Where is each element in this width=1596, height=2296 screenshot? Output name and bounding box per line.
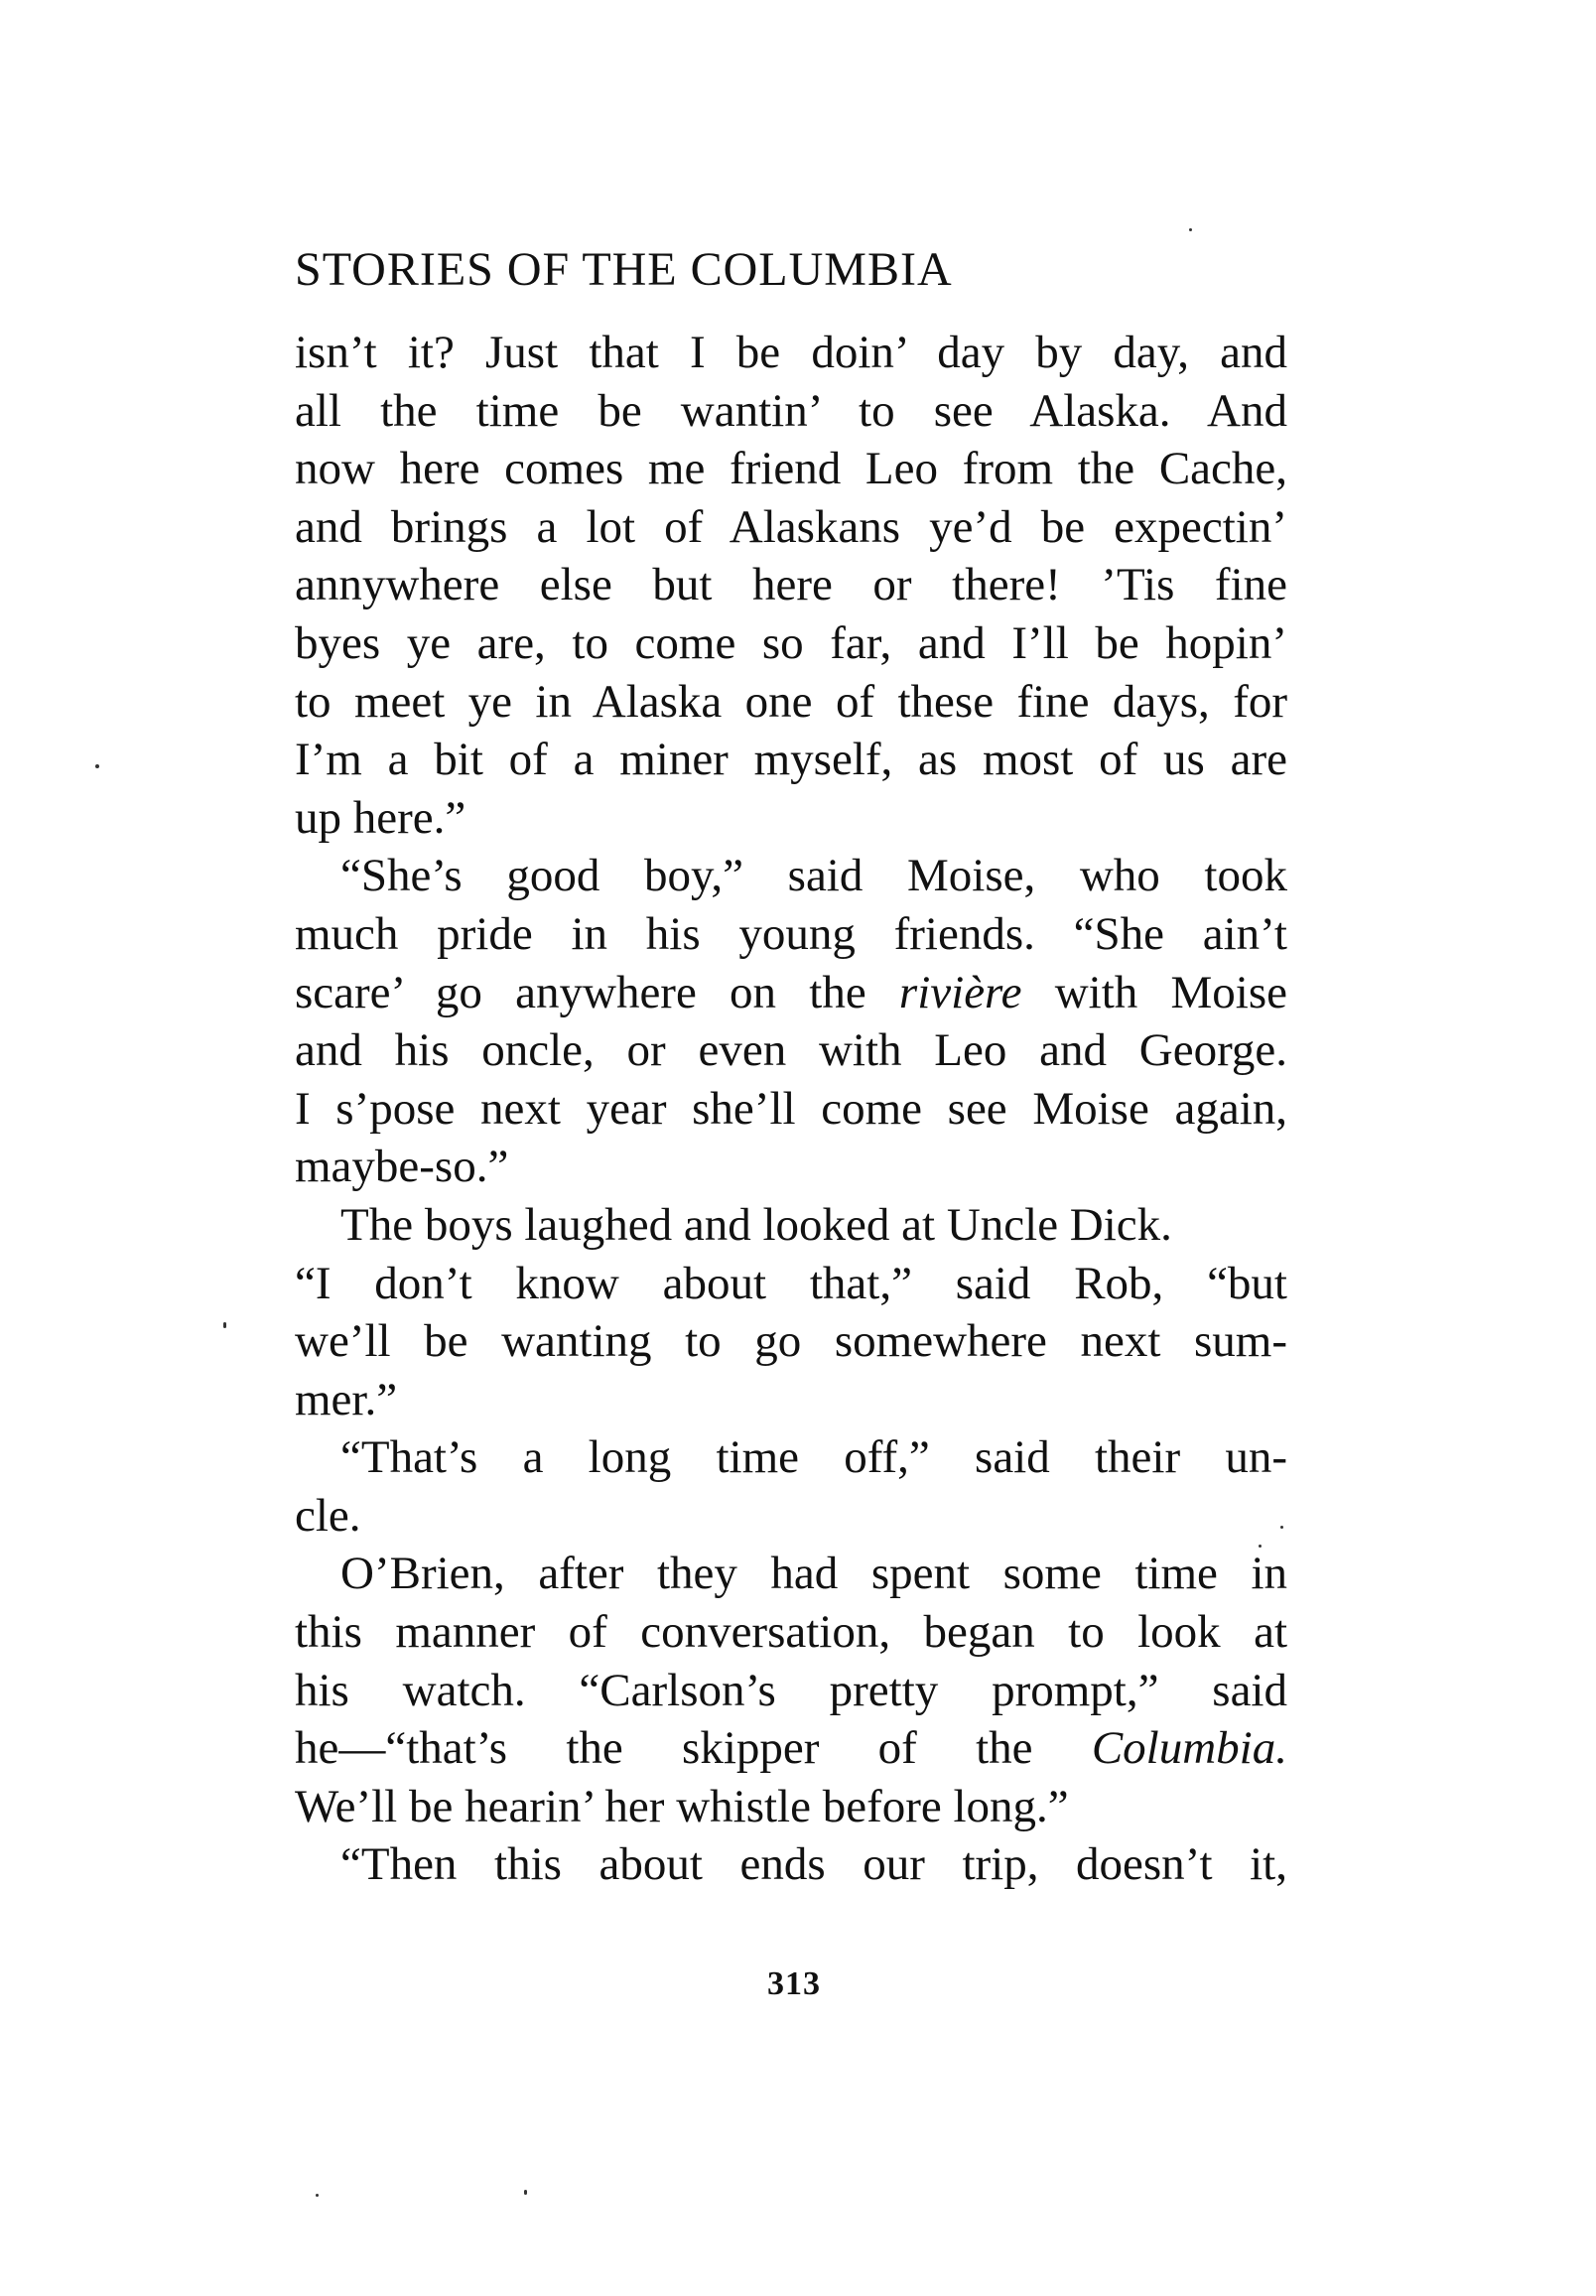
scan-speck (316, 2194, 319, 2197)
italic-word: Columbia. (1091, 1722, 1287, 1775)
text-line: O’Brien, after they had spent some time in (340, 1548, 1287, 1600)
text-line: scare’ go anywhere on the rivière with Moise (295, 966, 1287, 1018)
text-line: and his oncle, or even with Leo and George. (295, 1024, 1287, 1077)
running-head: STORIES OF THE COLUMBIA (295, 243, 953, 296)
text-line: I s’pose next year she’ll come see Moise again, (295, 1082, 1287, 1135)
scan-speck (1280, 1526, 1283, 1529)
text-line: annywhere else but here or there! ’Tis fine (295, 559, 1287, 611)
text-line: this manner of conversation, began to look at (295, 1606, 1287, 1659)
text-line: byes ye are, to come so far, and I’ll be hopin’ (295, 616, 1287, 669)
text-line: maybe-so.” (295, 1141, 509, 1193)
text-line: up here.” (295, 791, 466, 844)
text-line: We’ll be hearin’ her whistle before long.” (295, 1780, 1069, 1832)
text-line: “Then this about ends our trip, doesn’t it, (340, 1838, 1287, 1891)
scan-speck (223, 1322, 226, 1328)
text-line: and brings a lot of Alaskans ye’d be expectin’ (295, 500, 1287, 553)
text-line: his watch. “Carlson’s pretty prompt,” said (295, 1664, 1287, 1716)
text-line: we’ll be wanting to go somewhere next sum- (295, 1315, 1287, 1368)
text-line: he—“that’s the skipper of the Columbia. (295, 1722, 1287, 1775)
scan-speck (1259, 1545, 1262, 1548)
text-line: I’m a bit of a miner myself, as most of us are (295, 734, 1287, 786)
body-text (295, 324, 1287, 1894)
scan-speck (95, 764, 99, 768)
text-line: now here comes me friend Leo from the Cache, (295, 443, 1287, 495)
text-line: The boys laughed and looked at Uncle Dick. (340, 1198, 1172, 1251)
text-line: much pride in his young friends. “She ain’t (295, 907, 1287, 960)
text-line: to meet ye in Alaska one of these fine days, for (295, 675, 1287, 728)
italic-word: rivière (898, 966, 1022, 1018)
page-number: 313 (767, 1965, 821, 2002)
scan-speck (1189, 228, 1192, 231)
text-line: “I don’t know about that,” said Rob, “but (295, 1257, 1287, 1309)
text-line: “That’s a long time off,” said their un- (340, 1431, 1287, 1484)
text-line: isn’t it? Just that I be doin’ day by day, and (295, 327, 1287, 378)
text-line: mer.” (295, 1373, 398, 1425)
text-line: “She’s good boy,” said Moise, who took (340, 850, 1287, 902)
scan-speck (524, 2190, 527, 2195)
text-line: cle. (295, 1489, 361, 1542)
text-line: all the time be wantin’ to see Alaska. And (295, 384, 1287, 437)
